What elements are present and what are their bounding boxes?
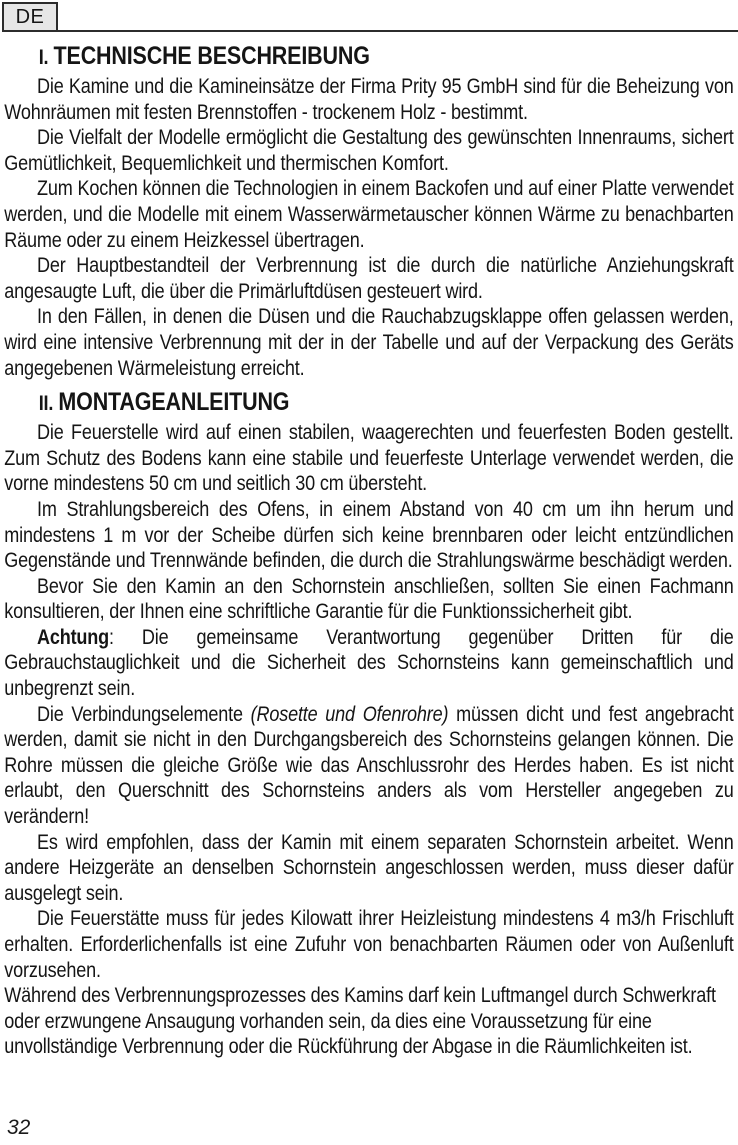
paragraph: Die Feuerstelle wird auf einen stabilen, waagerechten und feuerfesten Boden gestellt. Zum Schutz des Bodens kann eine stabile und feuerfeste Unterlage verwendet werden, die vorne mindestens 50 cm und seitlich 30 cm übersteht. (4, 421, 734, 496)
paragraph: In den Fällen, in denen die Düsen und die Rauchabzugsklappe offen gelassen werden, wird eine intensive Verbrennung mit der in der Tabelle und auf der Verpackung des Geräts angegebenen Wärmeleistung erreicht. (4, 305, 734, 380)
paragraph-text: Die Verbindungselemente (36, 702, 251, 726)
paragraph-text: müssen dicht und fest angebracht werden, damit sie nicht in den Durchgangsbereich des Schornsteins gelangen können. Die Rohre müssen die gleiche Größe wie das Anschlussrohr des Herdes haben. Es ist nicht erlaubt, den Querschnitt des Schornsteins anders als vom Hersteller angegeben zu verändern! (4, 702, 734, 829)
paragraph: Im Strahlungsbereich des Ofens, in einem Abstand von 40 cm um ihn herum und mindestens 1 m vor der Scheibe dürfen sich keine brennbaren oder leicht entzündlichen Gegenstände und Trennwände befinden, die durch die Strahlungswärme beschädigt werden. (4, 497, 734, 573)
page-content (0, 31, 738, 1060)
achtung-label: Achtung (36, 625, 110, 649)
section-title: MONTAGEANLEITUNG (58, 388, 290, 417)
paragraph: Die Vielfalt der Modelle ermöglicht die Gestaltung des gewünschten Innenraums, sichert Gemütlichkeit, Bequemlichkeit und thermischen Komfort. (4, 126, 734, 175)
paragraph: Es wird empfohlen, dass der Kamin mit einem separaten Schornstein arbeitet. Wenn andere Heizgeräte an denselben Schornstein angeschlossen werden, muss dieser dafür ausgelegt sein. (4, 830, 734, 905)
paragraph: Bevor Sie den Kamin an den Schornstein anschließen, sollten Sie einen Fachmann konsultieren, der Ihnen eine schriftliche Garantie für die Funktionssicherheit gibt. (4, 574, 734, 624)
paragraph-verbindungselemente (4, 702, 733, 830)
paragraph: Die Kamine und die Kamineinsätze der Firma Prity 95 GmbH sind für die Beheizung von Wohnräumen mit festen Brennstoffen - trockenem Holz - bestimmt. (4, 75, 734, 124)
paragraph-achtung (4, 625, 733, 702)
section-numeral: I. (38, 46, 49, 69)
paragraph: Während des Verbrennungsprozesses des Kamins darf kein Luftmangel durch Schwerkraft oder erzwungene Ansaugung vorhanden sein, da dies eine Voraussetzung für eine unvollständige Verbrennung oder die Rückführung der Abgase in die Räumlichkeiten ist. (4, 984, 716, 1059)
section-numeral: II. (38, 392, 54, 416)
italic-term: (Rosette und Ofenrohre) (250, 702, 449, 726)
paragraph: Die Feuerstätte muss für jedes Kilowatt ihrer Heizleistung mindestens 4 m3/h Frischluft erhalten. Erforderlichenfalls ist eine Zufuhr von benachbarten Räumen oder von Außenluft vorzusehen. (4, 907, 734, 982)
paragraph: Der Hauptbestandteil der Verbrennung ist die durch die natürliche Anziehungskraft angesaugte Luft, die über die Primärluftdüsen gesteuert wird. (4, 254, 734, 303)
paragraph-text: : Die gemeinsame Verantwortung gegenüber Dritten für die Gebrauchstauglichkeit und die Sicherheit des Schornsteins kann gemeinschaftlich und unbegrenzt sein. (4, 625, 734, 701)
language-tab (2, 2, 58, 32)
section-heading-montageanleitung (4, 389, 733, 417)
section-heading-technische-beschreibung (4, 43, 733, 71)
header-rule (2, 30, 738, 32)
page-number: 32 (7, 1116, 31, 1139)
section-title: TECHNISCHE BESCHREIBUNG (53, 42, 370, 70)
paragraph: Zum Kochen können die Technologien in einem Backofen und auf einer Platte verwendet werden, und die Modelle mit einem Wasserwärmetauscher können Wärme zu benachbarten Räume oder zu einem Heizkessel übertragen. (4, 177, 734, 252)
language-tab-label: DE (15, 5, 45, 28)
